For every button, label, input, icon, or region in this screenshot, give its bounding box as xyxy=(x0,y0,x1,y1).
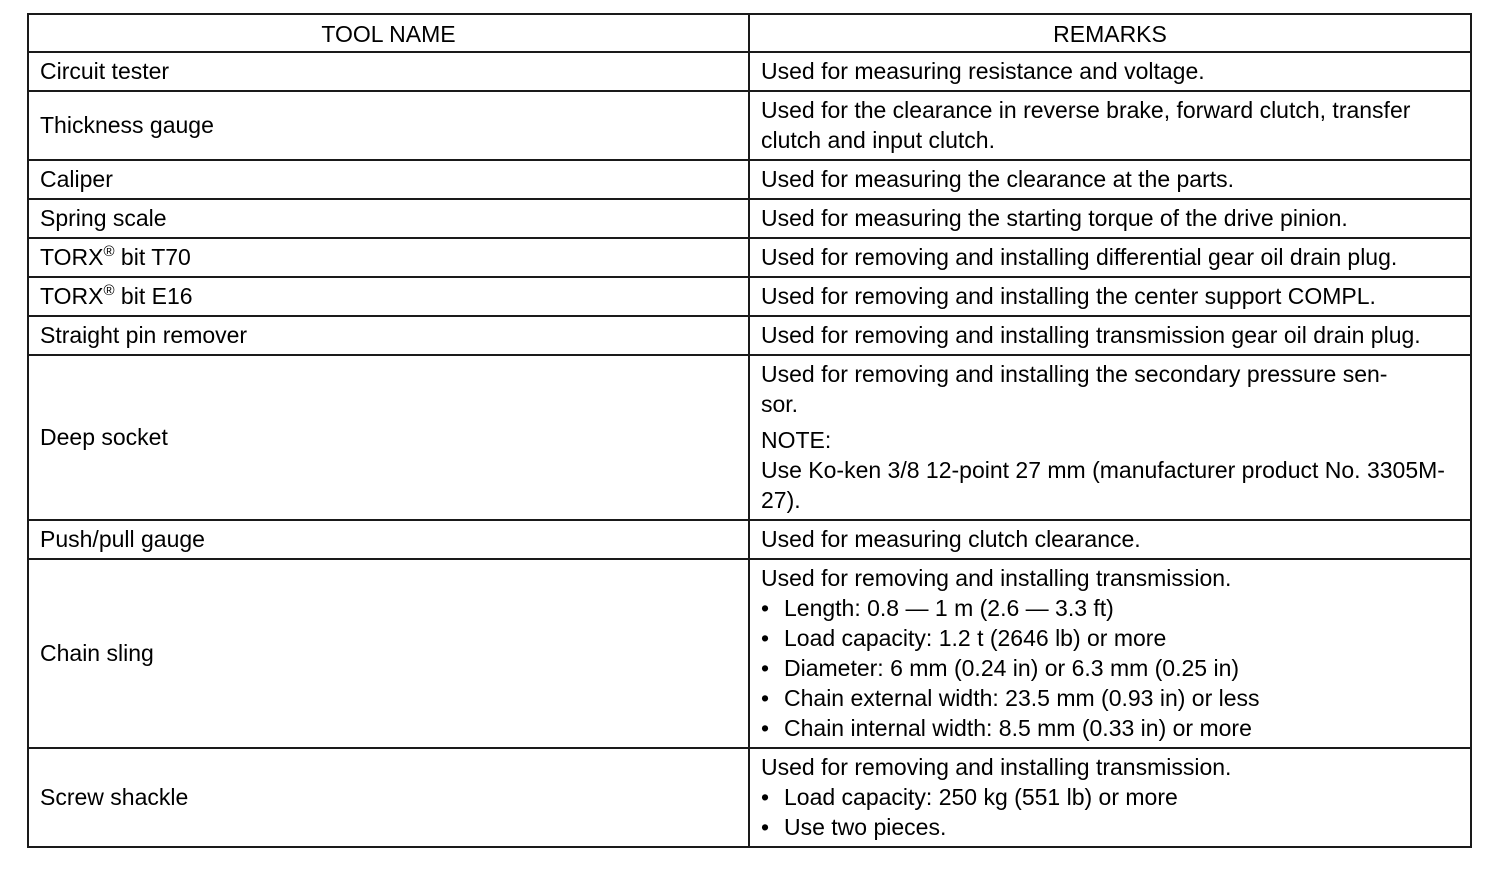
spec-item: • Length: 0.8 — 1 m (2.6 — 3.3 ft) xyxy=(761,593,1459,623)
note-label: NOTE: xyxy=(761,427,832,453)
table-row xyxy=(28,316,1471,355)
spec-list xyxy=(761,782,1459,842)
remark-cell: Used for measuring clutch clearance. xyxy=(749,520,1471,559)
remark-cell: Used for measuring the clearance at the parts. xyxy=(749,160,1471,199)
registered-mark: ® xyxy=(103,282,115,299)
table-row xyxy=(28,199,1471,238)
remark-cell: Used for measuring resistance and voltage. xyxy=(749,52,1471,91)
spec-list xyxy=(761,593,1459,743)
remark-cell: Used for removing and installing the center support COMPL. xyxy=(749,277,1471,316)
tool-name-cell: Thickness gauge xyxy=(28,91,749,160)
tool-name-cell: Push/pull gauge xyxy=(28,520,749,559)
table-row xyxy=(28,52,1471,91)
remark-text: Used for removing and installing transmission. xyxy=(761,754,1232,780)
header-tool-name: TOOL NAME xyxy=(28,14,749,52)
tool-name-suffix: bit E16 xyxy=(114,283,193,309)
remark-cell xyxy=(749,748,1471,847)
table-row xyxy=(28,559,1471,748)
remark-cell xyxy=(749,559,1471,748)
table-header-row xyxy=(28,14,1471,52)
table-row xyxy=(28,160,1471,199)
tool-name-cell: Straight pin remover xyxy=(28,316,749,355)
spec-item: • Diameter: 6 mm (0.24 in) or 6.3 mm (0.25 in) xyxy=(761,653,1459,683)
spec-item: • Chain internal width: 8.5 mm (0.33 in) or more xyxy=(761,713,1459,743)
tool-name-prefix: TORX xyxy=(40,283,104,309)
spec-item: • Load capacity: 250 kg (551 lb) or more xyxy=(761,782,1459,812)
spec-item: • Use two pieces. xyxy=(761,812,1459,842)
tool-name-cell: Screw shackle xyxy=(28,748,749,847)
tool-name-cell xyxy=(28,277,749,316)
remark-cell: Used for the clearance in reverse brake, forward clutch, transfer clutch and input clutch. xyxy=(749,91,1471,160)
remark-cell: Used for removing and installing transmission gear oil drain plug. xyxy=(749,316,1471,355)
remark-line: Used for removing and installing the secondary pressure sen- xyxy=(761,361,1388,387)
remark-text: Used for removing and installing transmission. xyxy=(761,565,1232,591)
table-row xyxy=(28,748,1471,847)
table-row xyxy=(28,238,1471,277)
note-text: Use Ko-ken 3/8 12-point 27 mm (manufacturer product No. 3305M-27). xyxy=(761,457,1445,513)
remark-cell: Used for measuring the starting torque of the drive pinion. xyxy=(749,199,1471,238)
tool-name-cell: Spring scale xyxy=(28,199,749,238)
header-remarks: REMARKS xyxy=(749,14,1471,52)
remark-line: sor. xyxy=(761,391,799,417)
remark-cell xyxy=(749,355,1471,520)
tool-name-cell: Deep socket xyxy=(28,355,749,520)
remark-cell: Used for removing and installing differential gear oil drain plug. xyxy=(749,238,1471,277)
registered-mark: ® xyxy=(103,243,115,260)
tool-name-cell: Chain sling xyxy=(28,559,749,748)
tool-name-cell: Circuit tester xyxy=(28,52,749,91)
tools-table xyxy=(27,13,1472,848)
table-row xyxy=(28,277,1471,316)
spec-item: • Chain external width: 23.5 mm (0.93 in) or less xyxy=(761,683,1459,713)
table-row xyxy=(28,91,1471,160)
tool-name-cell xyxy=(28,238,749,277)
tool-name-prefix: TORX xyxy=(40,244,104,270)
spec-item: • Load capacity: 1.2 t (2646 lb) or more xyxy=(761,623,1459,653)
tool-name-cell: Caliper xyxy=(28,160,749,199)
tool-name-suffix: bit T70 xyxy=(114,244,191,270)
table-row xyxy=(28,520,1471,559)
table-row xyxy=(28,355,1471,520)
